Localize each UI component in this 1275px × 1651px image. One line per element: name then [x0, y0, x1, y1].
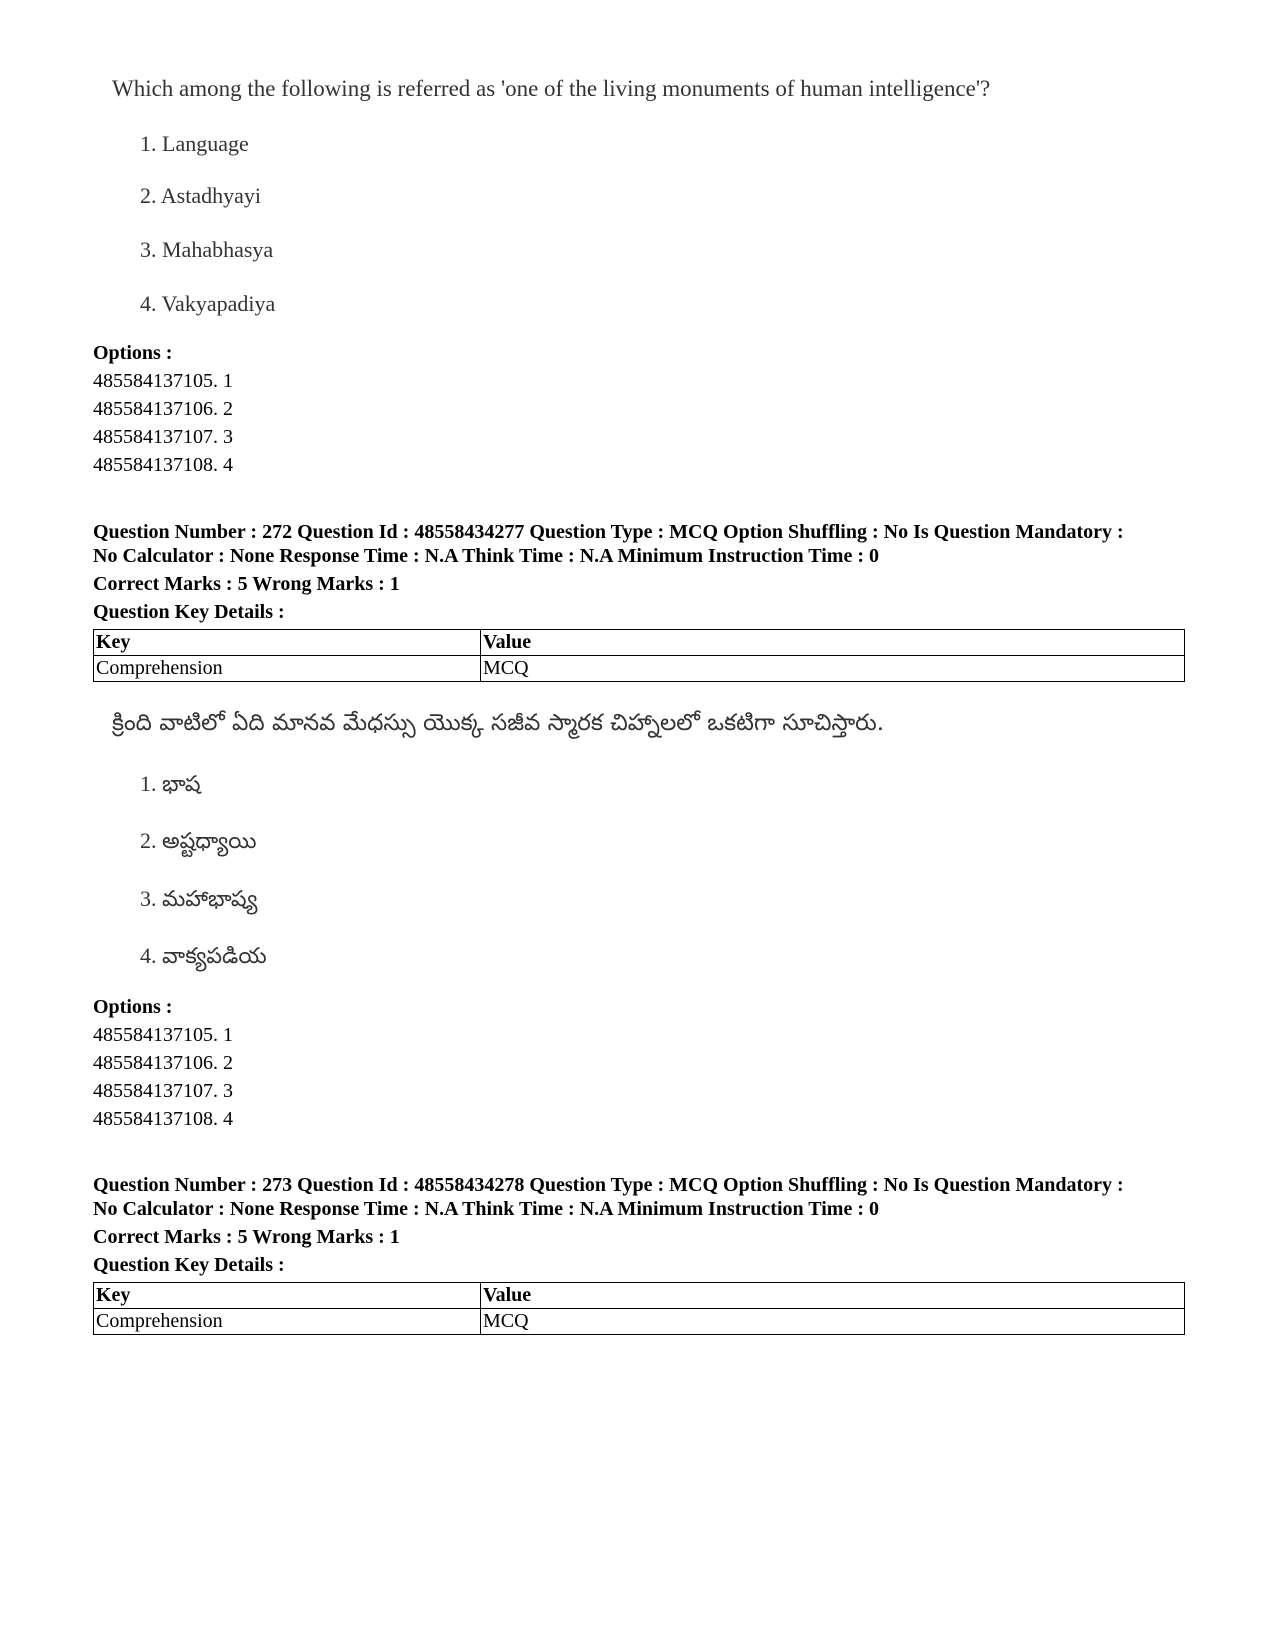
option-line: 485584137108. 4: [93, 1108, 233, 1130]
table-header-value: Value: [481, 630, 1185, 656]
options-heading: Options :: [93, 342, 173, 364]
option-line: 485584137108. 4: [93, 454, 233, 476]
table-header-row: [94, 630, 1185, 656]
key-details-label: Question Key Details :: [93, 1254, 285, 1276]
choice-3: 3. Mahabhasya: [140, 237, 274, 262]
choice-4: 4. Vakyapadiya: [140, 291, 276, 316]
choice-1: 1. Language: [140, 131, 249, 156]
question-text-english: Which among the following is referred as 'one of the living monuments of human intelligence'?: [112, 76, 991, 101]
key-details-table: [93, 629, 1185, 682]
option-line: 485584137107. 3: [93, 1080, 233, 1102]
table-cell-key: Comprehension: [94, 656, 481, 682]
options-heading: Options :: [93, 996, 173, 1018]
choice-4: 4. వాక్యపడియ: [140, 943, 267, 968]
table-cell-key: Comprehension: [94, 1309, 481, 1335]
question-meta-line1: Question Number : 272 Question Id : 48558434277 Question Type : MCQ Option Shuffling : No Is Question Mandatory :: [93, 521, 1124, 543]
option-line: 485584137105. 1: [93, 1024, 233, 1046]
key-details-table: [93, 1282, 1185, 1335]
choice-2: 2. అష్టధ్యాయి: [140, 828, 257, 853]
marks-line: Correct Marks : 5 Wrong Marks : 1: [93, 573, 400, 595]
option-line: 485584137107. 3: [93, 426, 233, 448]
table-header-row: [94, 1283, 1185, 1309]
question-meta-line2: No Calculator : None Response Time : N.A Think Time : N.A Minimum Instruction Time : 0: [93, 1198, 879, 1220]
option-line: 485584137106. 2: [93, 398, 233, 420]
table-row: [94, 656, 1185, 682]
question-meta-line2: No Calculator : None Response Time : N.A Think Time : N.A Minimum Instruction Time : 0: [93, 545, 879, 567]
choice-1: 1. భాష: [140, 771, 201, 796]
key-details-label: Question Key Details :: [93, 601, 285, 623]
marks-line: Correct Marks : 5 Wrong Marks : 1: [93, 1226, 400, 1248]
option-line: 485584137106. 2: [93, 1052, 233, 1074]
question-text-telugu: క్రింది వాటిలో ఏది మానవ మేధస్సు యొక్క సజీవ స్మారక చిహ్నాలలో ఒకటిగా సూచిస్తారు.: [112, 710, 885, 736]
option-line: 485584137105. 1: [93, 370, 233, 392]
table-header-key: Key: [94, 630, 481, 656]
choice-3: 3. మహాభాష్య: [140, 886, 258, 911]
table-header-value: Value: [481, 1283, 1185, 1309]
choice-2: 2. Astadhyayi: [140, 183, 261, 208]
table-header-key: Key: [94, 1283, 481, 1309]
question-meta-line1: Question Number : 273 Question Id : 48558434278 Question Type : MCQ Option Shuffling : No Is Question Mandatory :: [93, 1174, 1124, 1196]
table-cell-value: MCQ: [481, 1309, 1185, 1335]
table-cell-value: MCQ: [481, 656, 1185, 682]
table-row: [94, 1309, 1185, 1335]
